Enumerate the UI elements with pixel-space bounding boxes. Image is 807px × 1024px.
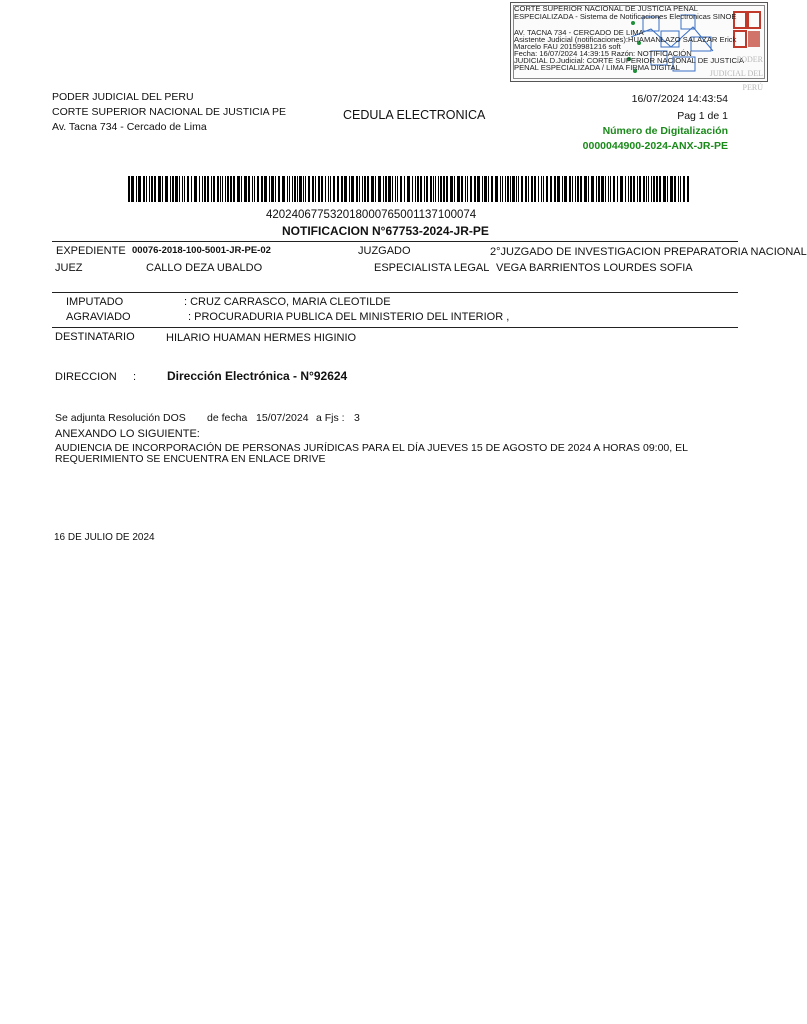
barcode-bar xyxy=(184,176,185,202)
stamp-line: JUDICIAL D.Judicial: CORTE SUPERIOR NACIONAL DE JUSTICIA xyxy=(514,56,745,65)
stamp-line: ESPECIALIZADA - Sistema de Notificaciones Electronicas SINOE xyxy=(514,12,737,21)
barcode-bar xyxy=(465,176,466,202)
barcode-bar xyxy=(507,176,509,202)
barcode-bar xyxy=(182,176,183,202)
barcode-bar xyxy=(687,176,689,202)
barcode-bar xyxy=(554,176,556,202)
barcode-bar xyxy=(359,176,360,202)
barcode-bar xyxy=(367,176,369,202)
barcode-bar xyxy=(633,176,635,202)
barcode-bar xyxy=(543,176,544,202)
digitization-label: Número de Digitalización xyxy=(602,125,728,137)
barcode-bar xyxy=(648,176,649,202)
anexando-heading: ANEXANDO LO SIGUIENTE: xyxy=(55,428,200,440)
barcode-bar xyxy=(510,176,511,202)
barcode-bar xyxy=(443,176,445,202)
barcode-bar xyxy=(261,176,263,202)
barcode-bar xyxy=(341,176,343,202)
digital-signature-stamp xyxy=(510,2,768,92)
attachment-text-line: AUDIENCIA DE INCORPORACIÓN DE PERSONAS JURÍDICAS PARA EL DÍA JUEVES 15 DE AGOSTO DE 2024 A HORAS 09:00, EL xyxy=(55,442,688,454)
barcode-bar xyxy=(591,176,594,202)
barcode-bar xyxy=(337,176,339,202)
barcode-bar xyxy=(534,176,536,202)
barcode-bar xyxy=(569,176,571,202)
barcode-bar xyxy=(397,176,398,202)
fecha-label: de fecha xyxy=(207,412,248,424)
imputado-label: IMPUTADO xyxy=(66,296,124,308)
barcode-bar xyxy=(433,176,434,202)
barcode-bar xyxy=(446,176,448,202)
barcode-bar xyxy=(297,176,298,202)
imputado-value: : CRUZ CARRASCO, MARIA CLEOTILDE xyxy=(184,296,391,308)
barcode-bar xyxy=(362,176,363,202)
stamp-line: Asistente Judicial (notificaciones):HUAMANLAZO SALAZAR Erick xyxy=(514,35,737,44)
barcode-bar xyxy=(564,176,567,202)
barcode-bar xyxy=(680,176,681,202)
direccion-value: Dirección Electrónica - N°92624 xyxy=(167,369,348,383)
barcode-bar xyxy=(482,176,483,202)
agraviado-value: : PROCURADURIA PUBLICA DEL MINISTERIO DEL INTERIOR , xyxy=(188,311,510,323)
expediente-value: 00076-2018-100-5001-JR-PE-02 xyxy=(132,245,271,256)
destinatario-label: DESTINATARIO xyxy=(55,331,135,343)
barcode-bar xyxy=(165,176,168,202)
barcode-icon xyxy=(128,176,690,202)
barcode-bar xyxy=(333,176,335,202)
barcode-bar xyxy=(128,176,130,202)
barcode-bar xyxy=(643,176,645,202)
barcode-bar xyxy=(412,176,413,202)
barcode-bar xyxy=(269,176,270,202)
barcode-bar xyxy=(292,176,293,202)
barcode-bar xyxy=(562,176,563,202)
barcode-bar xyxy=(294,176,296,202)
divider xyxy=(52,292,738,293)
barcode-bar xyxy=(364,176,366,202)
barcode-bar xyxy=(424,176,425,202)
barcode-bar xyxy=(683,176,685,202)
barcode-bar xyxy=(538,176,539,202)
barcode-bar xyxy=(388,176,391,202)
barcode-bar xyxy=(244,176,247,202)
barcode-bar xyxy=(271,176,274,202)
barcode-bar xyxy=(131,176,134,202)
barcode-bar xyxy=(477,176,480,202)
barcode-bar xyxy=(400,176,402,202)
barcode-bar xyxy=(351,176,354,202)
divider xyxy=(52,327,738,328)
barcode-bar xyxy=(308,176,310,202)
barcode-bar xyxy=(500,176,501,202)
poder-judicial-logo-icon xyxy=(733,11,763,51)
barcode-bar xyxy=(518,176,519,202)
destinatario-value: HILARIO HUAMAN HERMES HIGINIO xyxy=(166,332,357,344)
barcode-number: 420240677532018000765001137100074 xyxy=(266,209,477,221)
barcode-bar xyxy=(467,176,468,202)
barcode-bar xyxy=(470,176,472,202)
barcode-bar xyxy=(143,176,145,202)
barcode-bar xyxy=(430,176,432,202)
barcode-bar xyxy=(461,176,463,202)
barcode-bar xyxy=(204,176,206,202)
barcode-bar xyxy=(528,176,529,202)
barcode-bar xyxy=(454,176,455,202)
barcode-bar xyxy=(646,176,647,202)
barcode-bar xyxy=(248,176,250,202)
barcode-bar xyxy=(521,176,523,202)
court-name: CORTE SUPERIOR NACIONAL DE JUSTICIA PE xyxy=(52,106,286,118)
barcode-bar xyxy=(172,176,174,202)
page-indicator: Pag 1 de 1 xyxy=(677,110,728,122)
barcode-bar xyxy=(588,176,589,202)
barcode-bar xyxy=(584,176,587,202)
barcode-bar xyxy=(325,176,326,202)
barcode-bar xyxy=(659,176,661,202)
barcode-bar xyxy=(299,176,302,202)
barcode-bar xyxy=(667,176,668,202)
barcode-bar xyxy=(146,176,147,202)
barcode-bar xyxy=(605,176,606,202)
stamp-watermark: PODER JUDICIAL DEL PERÚ xyxy=(709,55,763,92)
org-name: PODER JUDICIAL DEL PERU xyxy=(52,91,194,103)
stamp-line: PENAL ESPECIALIZADA / LIMA FIRMA DIGITAL xyxy=(514,63,680,72)
juzgado-label: JUZGADO xyxy=(358,245,411,257)
barcode-bar xyxy=(289,176,290,202)
barcode-bar xyxy=(315,176,316,202)
barcode-bar xyxy=(598,176,600,202)
barcode-bar xyxy=(383,176,384,202)
barcode-bar xyxy=(162,176,163,202)
notification-number: NOTIFICACION N°67753-2024-JR-PE xyxy=(282,224,489,238)
barcode-bar xyxy=(620,176,623,202)
barcode-bar xyxy=(392,176,393,202)
barcode-bar xyxy=(207,176,209,202)
barcode-bar xyxy=(512,176,515,202)
expediente-label: EXPEDIENTE xyxy=(56,245,126,257)
barcode-bar xyxy=(217,176,219,202)
barcode-bar xyxy=(278,176,280,202)
fjs-value: 3 xyxy=(354,412,360,424)
attachment-text-line: REQUERIMIENTO SE ENCUENTRA EN ENLACE DRIVE xyxy=(55,453,326,465)
barcode-bar xyxy=(202,176,203,202)
barcode-bar xyxy=(227,176,229,202)
barcode-bar xyxy=(378,176,381,202)
barcode-bar xyxy=(356,176,358,202)
barcode-bar xyxy=(407,176,410,202)
barcode-bar xyxy=(488,176,489,202)
barcode-bar xyxy=(175,176,178,202)
barcode-bar xyxy=(138,176,141,202)
barcode-bar xyxy=(287,176,288,202)
barcode-bar xyxy=(241,176,242,202)
barcode-bar xyxy=(222,176,223,202)
especialista-label: ESPECIALISTA LEGAL xyxy=(374,262,490,274)
barcode-bar xyxy=(541,176,542,202)
barcode-bar xyxy=(395,176,396,202)
barcode-bar xyxy=(211,176,212,202)
barcode-bar xyxy=(440,176,442,202)
barcode-bar xyxy=(282,176,285,202)
barcode-bar xyxy=(516,176,517,202)
barcode-bar xyxy=(179,176,180,202)
barcode-bar xyxy=(264,176,267,202)
barcode-bar xyxy=(608,176,609,202)
agraviado-label: AGRAVIADO xyxy=(66,311,131,323)
barcode-bar xyxy=(303,176,304,202)
juzgado-value: 2°JUZGADO DE INVESTIGACION PREPARATORIA NACIONAL xyxy=(490,246,807,258)
barcode-bar xyxy=(305,176,306,202)
barcode-bar xyxy=(557,176,560,202)
barcode-bar xyxy=(438,176,439,202)
barcode-bar xyxy=(344,176,347,202)
barcode-bar xyxy=(525,176,527,202)
barcode-bar xyxy=(678,176,679,202)
barcode-bar xyxy=(663,176,666,202)
barcode-bar xyxy=(613,176,615,202)
issue-datetime: 16/07/2024 14:43:54 xyxy=(631,93,728,105)
org-address: Av. Tacna 734 - Cercado de Lima xyxy=(52,121,207,133)
barcode-bar xyxy=(312,176,314,202)
barcode-bar xyxy=(149,176,150,202)
barcode-bar xyxy=(550,176,552,202)
barcode-bar xyxy=(318,176,320,202)
fjs-label: a Fjs : xyxy=(316,412,345,424)
barcode-bar xyxy=(275,176,276,202)
fecha-value: 15/07/2024 xyxy=(256,412,309,424)
barcode-bar xyxy=(474,176,476,202)
barcode-bar xyxy=(199,176,200,202)
digitization-number: 0000044900-2024-ANX-JR-PE xyxy=(582,140,728,152)
juez-label: JUEZ xyxy=(55,262,83,274)
barcode-bar xyxy=(225,176,226,202)
document-type-title: CEDULA ELECTRONICA xyxy=(343,108,486,122)
barcode-bar xyxy=(670,176,673,202)
barcode-bar xyxy=(653,176,655,202)
barcode-bar xyxy=(154,176,156,202)
barcode-bar xyxy=(596,176,597,202)
barcode-bar xyxy=(415,176,416,202)
barcode-bar xyxy=(572,176,573,202)
barcode-bar xyxy=(580,176,582,202)
barcode-bar xyxy=(151,176,153,202)
barcode-bar xyxy=(628,176,629,202)
barcode-bar xyxy=(194,176,197,202)
especialista-value: VEGA BARRIENTOS LOURDES SOFIA xyxy=(496,262,693,274)
juez-value: CALLO DEZA UBALDO xyxy=(146,262,263,274)
barcode-bar xyxy=(136,176,137,202)
barcode-bar xyxy=(546,176,548,202)
barcode-bar xyxy=(330,176,331,202)
barcode-bar xyxy=(170,176,171,202)
barcode-bar xyxy=(450,176,453,202)
adjunta-text: Se adjunta Resolución DOS xyxy=(55,412,186,424)
barcode-bar xyxy=(321,176,323,202)
barcode-bar xyxy=(328,176,329,202)
barcode-bar xyxy=(484,176,487,202)
footer-date: 16 DE JULIO DE 2024 xyxy=(54,532,155,543)
divider xyxy=(52,241,738,242)
barcode-bar xyxy=(252,176,253,202)
direccion-colon: : xyxy=(133,371,137,383)
barcode-bar xyxy=(349,176,350,202)
barcode-bar xyxy=(617,176,618,202)
barcode-bar xyxy=(404,176,405,202)
barcode-bar xyxy=(531,176,533,202)
barcode-bar xyxy=(625,176,626,202)
barcode-bar xyxy=(491,176,493,202)
stamp-line: Fecha: 16/07/2024 14:39:15 Razón: NOTIFICACIÓN xyxy=(514,49,692,58)
barcode-bar xyxy=(417,176,419,202)
barcode-bar xyxy=(505,176,506,202)
direccion-label: DIRECCION xyxy=(55,371,117,383)
stamp-line: Marcelo FAU 20159981216 soft xyxy=(514,42,621,51)
barcode-bar xyxy=(651,176,652,202)
barcode-bar xyxy=(375,176,376,202)
barcode-bar xyxy=(420,176,422,202)
barcode-bar xyxy=(637,176,638,202)
barcode-bar xyxy=(191,176,192,202)
barcode-bar xyxy=(674,176,676,202)
barcode-bar xyxy=(601,176,604,202)
barcode-bar xyxy=(385,176,387,202)
barcode-bar xyxy=(610,176,611,202)
barcode-bar xyxy=(158,176,161,202)
barcode-bar xyxy=(254,176,255,202)
barcode-bar xyxy=(435,176,436,202)
barcode-bar xyxy=(220,176,221,202)
barcode-bar xyxy=(371,176,374,202)
barcode-bar xyxy=(237,176,240,202)
barcode-bar xyxy=(230,176,232,202)
stamp-line: CORTE SUPERIOR NACIONAL DE JUSTICIA PENAL xyxy=(514,4,698,13)
stamp-line: AV. TACNA 734 - CERCADO DE LIMA xyxy=(514,28,644,37)
barcode-bar xyxy=(575,176,576,202)
barcode-bar xyxy=(426,176,428,202)
barcode-bar xyxy=(213,176,215,202)
barcode-bar xyxy=(187,176,189,202)
barcode-bar xyxy=(577,176,579,202)
barcode-bar xyxy=(502,176,503,202)
barcode-bar xyxy=(257,176,259,202)
barcode-bar xyxy=(639,176,641,202)
barcode-bar xyxy=(457,176,460,202)
barcode-bar xyxy=(495,176,498,202)
barcode-bar xyxy=(656,176,658,202)
barcode-bar xyxy=(630,176,632,202)
barcode-bar xyxy=(233,176,235,202)
